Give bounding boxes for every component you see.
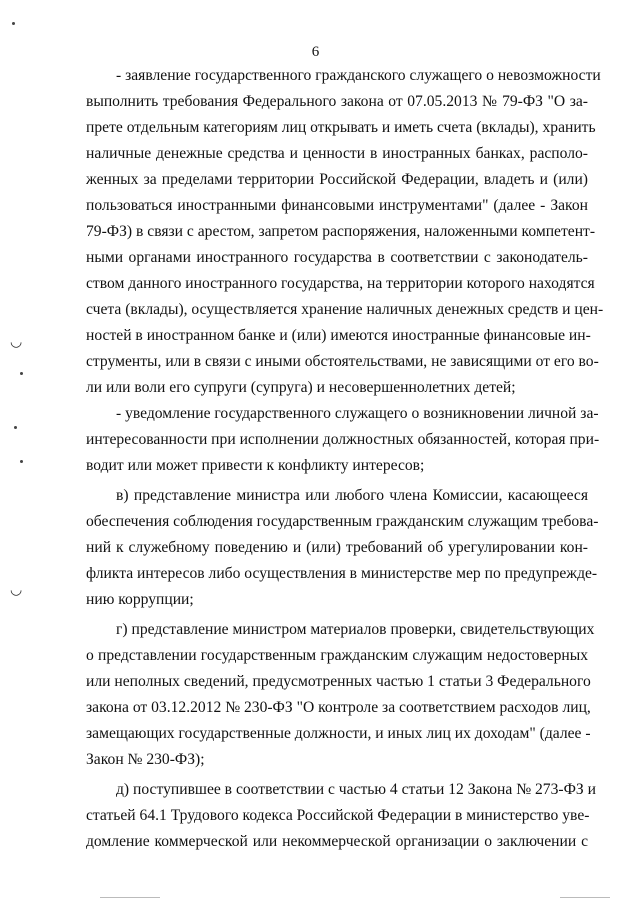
text-line: фликта интересов либо осуществления в министерстве мер по предупрежде- [86,565,598,582]
scan-edge-line [560,897,610,898]
text-line: Закон № 230-ФЗ); [86,751,205,768]
text-line: наличные денежные средства и ценности в иностранных банках, располо- [86,145,588,162]
text-line: закона от 03.12.2012 № 230-ФЗ "О контроле за соответствием расходов лиц, [86,699,591,716]
text-line: 79-ФЗ) в связи с арестом, запретом распоряжения, наложенными компетент- [86,223,596,240]
page-number: 6 [311,44,320,60]
text-line: выполнить требования Федерального закона от 07.05.2013 № 79-ФЗ "О за- [86,93,588,110]
scan-speck [14,426,17,429]
text-line: ностей в иностранном банке и (или) имеются иностранные финансовые ин- [86,327,591,344]
text-line: счета (вклады), осуществляется хранение наличных денежных средств и цен- [86,301,604,318]
text-line: в) представление министра или любого члена Комиссии, касающееся [116,487,588,504]
text-line: нию коррупции; [86,591,194,608]
text-line: струменты, или в связи с иными обстоятельствами, не зависящими от его во- [86,353,599,370]
text-line: ний к служебному поведению и (или) требований об урегулировании кон- [86,539,588,556]
text-line: обеспечения соблюдения государственным гражданским служащим требова- [86,513,599,530]
text-line: прете отдельным категориям лиц открывать и иметь счета (вклады), хранить [86,119,596,136]
text-line: - заявление государственного гражданского служащего о невозможности [116,67,601,84]
scan-edge-line [100,897,160,898]
text-line: статьей 64.1 Трудового кодекса Российской Федерации в министерство уве- [86,807,590,824]
text-line: ством данного иностранного государства, на территории которого находятся [86,275,595,292]
text-line: пользоваться иностранными финансовыми инструментами" (далее - Закон [86,197,588,214]
text-line: домление коммерческой или некоммерческой организации о заключении с [86,833,588,850]
text-line: ли или воли его супруги (супруга) и несовершеннолетних детей; [86,379,516,396]
text-line: г) представление министром материалов проверки, свидетельствующих [116,621,595,638]
text-line: или неполных сведений, предусмотренных частью 1 статьи 3 Федерального [86,673,591,690]
text-line: замещающих государственные должности, и иных лиц их доходам" (далее - [86,725,591,742]
scan-speck [20,460,23,463]
scan-speck [20,372,23,375]
text-line: - уведомление государственного служащего о возникновении личной за- [116,405,599,422]
binder-hole-mark: ◡ [10,335,23,350]
text-line: женных за пределами территории Российской Федерации, владеть и (или) [86,171,588,188]
text-line: водит или может привести к конфликту интересов; [86,457,425,474]
scan-speck [12,22,15,25]
binder-hole-mark: ◡ [10,583,23,598]
text-line: интересованности при исполнении должностных обязанностей, которая при- [86,431,600,448]
text-line: д) поступившее в соответствии с частью 4 статьи 12 Закона № 273-ФЗ и [116,781,596,798]
text-line: о представлении государственным гражданским служащим недостоверных [86,647,588,664]
text-line: ными органами иностранного государства в соответствии с законодатель- [86,249,588,266]
